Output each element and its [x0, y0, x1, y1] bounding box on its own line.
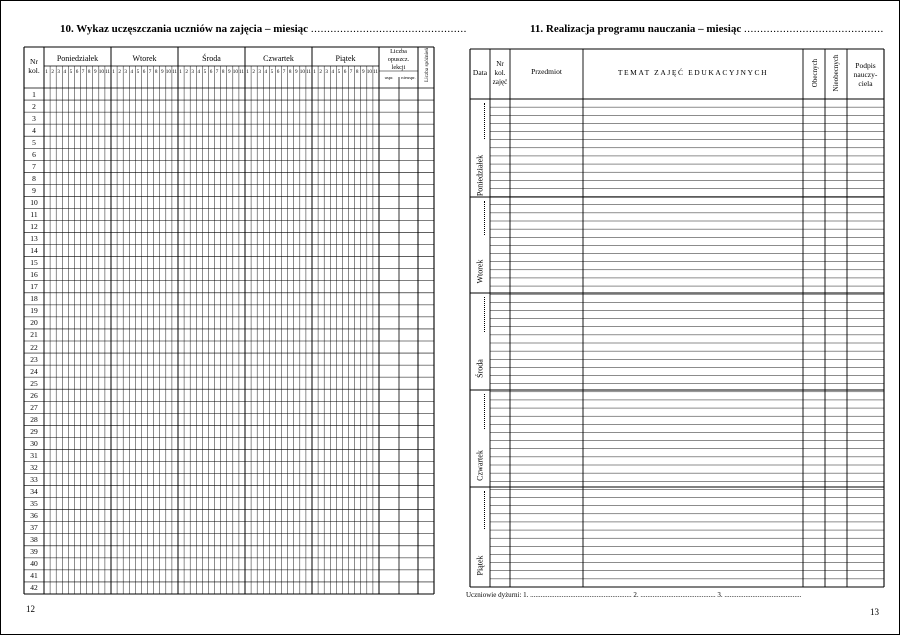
lesson-number: 5 [136, 69, 140, 75]
missed-header: Liczba [390, 48, 407, 55]
lesson-number: 9 [93, 69, 97, 75]
weekday-label: Czwartek [475, 450, 485, 481]
lesson-number: 9 [294, 69, 298, 75]
row-number: 1 [32, 89, 36, 99]
lesson-number: 8 [355, 69, 359, 75]
row-number: 9 [32, 185, 36, 195]
row-number: 41 [30, 571, 38, 581]
signature-header: Podpis [855, 61, 876, 70]
lesson-number: 10 [366, 69, 372, 75]
row-number: 14 [30, 246, 38, 256]
date-header: Data [472, 68, 488, 77]
lesson-nr-header: zajęć [492, 78, 508, 86]
day-header-1: Poniedziałek [56, 54, 99, 63]
weekday-label: Poniedziałek [475, 154, 485, 197]
weekday-label: Środa [475, 359, 485, 378]
row-number: 22 [30, 342, 38, 352]
row-number: 26 [30, 390, 38, 400]
lesson-number: 10 [165, 69, 171, 75]
absent-header: Nieobecnych [832, 54, 840, 92]
row-number: 17 [30, 282, 38, 292]
lesson-number: 8 [288, 69, 292, 75]
lesson-number: 5 [270, 69, 274, 75]
lesson-number: 3 [258, 69, 261, 75]
row-number: 10 [30, 197, 38, 207]
lesson-number: 7 [215, 69, 219, 75]
row-number: 18 [30, 294, 38, 304]
lesson-number: 1 [246, 69, 249, 75]
row-number: 20 [30, 318, 38, 328]
row-number: 23 [30, 354, 38, 364]
attendance-title: 10. Wykaz uczęszczania uczniów na zajęcia – miesiąc ................................................ [60, 23, 467, 35]
row-number: 5 [32, 137, 36, 147]
lesson-number: 10 [98, 69, 104, 75]
lesson-number: 5 [69, 69, 73, 75]
weekday-label: Piątek [475, 555, 485, 576]
lesson-number: 5 [337, 69, 341, 75]
row-number: 11 [30, 209, 38, 219]
row-number: 29 [30, 426, 38, 436]
row-number: 40 [30, 559, 38, 569]
row-number: 33 [30, 475, 38, 485]
row-number: 42 [30, 583, 38, 593]
row-number: 2 [32, 101, 36, 111]
date-dotted-line [484, 491, 485, 529]
lesson-number: 7 [81, 69, 85, 75]
lesson-number: 7 [148, 69, 152, 75]
row-number: 35 [30, 499, 38, 509]
lesson-number: 10 [299, 69, 305, 75]
kol-header: kol. [28, 66, 40, 75]
row-number: 13 [30, 234, 38, 244]
lesson-number: 2 [319, 69, 322, 75]
lesson-number: 3 [124, 69, 127, 75]
row-number: 39 [30, 547, 38, 557]
lesson-number: 4 [331, 69, 335, 75]
row-number: 36 [30, 511, 38, 521]
lesson-number: 2 [51, 69, 54, 75]
row-number: 15 [30, 258, 38, 268]
lesson-number: 4 [264, 69, 268, 75]
lesson-number: 5 [203, 69, 207, 75]
row-number: 16 [30, 270, 38, 280]
date-dotted-line [484, 394, 485, 429]
date-dotted-line [484, 103, 485, 139]
excused-header: uspr. [384, 75, 394, 80]
lesson-number: 11 [171, 69, 177, 75]
lesson-number: 4 [63, 69, 67, 75]
missed-header: opuszcz. [387, 56, 410, 63]
late-count-header: Liczba spóźnień [424, 48, 430, 82]
row-number: 32 [30, 462, 38, 472]
lesson-number: 2 [252, 69, 255, 75]
day-header-2: Wtorek [132, 54, 157, 63]
signature-header: ciela [858, 79, 873, 88]
row-number: 37 [30, 523, 38, 533]
lesson-nr-header: Nr [496, 60, 504, 68]
page-number-right: 13 [870, 607, 879, 617]
date-dotted-line [484, 201, 485, 235]
row-number: 4 [32, 125, 36, 135]
lesson-number: 10 [232, 69, 238, 75]
lesson-number: 7 [349, 69, 353, 75]
present-header: Obecnych [811, 58, 819, 88]
row-number: 24 [30, 366, 38, 376]
lesson-number: 4 [197, 69, 201, 75]
row-number: 8 [32, 173, 36, 183]
lesson-number: 1 [112, 69, 115, 75]
row-number: 27 [30, 402, 38, 412]
lesson-nr-header: kol. [494, 69, 506, 77]
lesson-number: 6 [75, 69, 79, 75]
lesson-number: 4 [130, 69, 134, 75]
day-header-4: Czwartek [263, 54, 294, 63]
row-number: 25 [30, 378, 38, 388]
unexcused-header: nieuspr. [401, 75, 416, 80]
lesson-number: 9 [361, 69, 365, 75]
subject-header: Przedmiot [531, 67, 562, 76]
row-number: 31 [30, 450, 38, 460]
lesson-number: 8 [87, 69, 91, 75]
row-number: 38 [30, 535, 38, 545]
row-number: 3 [32, 113, 36, 123]
topic-header: TEMAT ZAJĘĆ EDUKACYJNYCH [617, 68, 769, 77]
lesson-number: 1 [313, 69, 316, 75]
missed-header: lekcji [391, 64, 406, 71]
lesson-number: 1 [45, 69, 48, 75]
row-number: 19 [30, 306, 38, 316]
lesson-number: 8 [221, 69, 225, 75]
row-number: 21 [30, 330, 38, 340]
lesson-number: 11 [104, 69, 110, 75]
row-number: 28 [30, 414, 38, 424]
lesson-number: 6 [209, 69, 213, 75]
lesson-number: 11 [372, 69, 378, 75]
signature-header: nauczy- [853, 70, 878, 79]
duty-students-line: Uczniowie dyżurni: 1. .......................................................... 2. ........................................... 3. ............................................ [466, 591, 802, 599]
lesson-number: 6 [142, 69, 146, 75]
row-number: 6 [32, 149, 36, 159]
lesson-number: 2 [118, 69, 121, 75]
lesson-number: 6 [276, 69, 280, 75]
lesson-number: 11 [305, 69, 311, 75]
lesson-number: 6 [343, 69, 347, 75]
row-number: 30 [30, 438, 38, 448]
page-number-left: 12 [26, 604, 35, 614]
weekday-label: Wtorek [475, 259, 485, 284]
lesson-number: 7 [282, 69, 286, 75]
lesson-number: 9 [160, 69, 164, 75]
lesson-number: 11 [238, 69, 244, 75]
lesson-number: 9 [227, 69, 231, 75]
nr-header: Nr [30, 57, 38, 66]
day-header-3: Środa [202, 54, 221, 63]
curriculum-title: 11. Realizacja programu nauczania – miesiąc ........................................... [530, 23, 884, 35]
lesson-number: 3 [325, 69, 328, 75]
lesson-number: 1 [179, 69, 182, 75]
lesson-number: 2 [185, 69, 188, 75]
lesson-number: 3 [57, 69, 60, 75]
row-number: 34 [30, 487, 38, 497]
lesson-number: 3 [191, 69, 194, 75]
date-dotted-line [484, 297, 485, 332]
row-number: 12 [30, 222, 38, 232]
row-number: 7 [32, 161, 36, 171]
lesson-number: 8 [154, 69, 158, 75]
day-header-5: Piątek [335, 54, 356, 63]
